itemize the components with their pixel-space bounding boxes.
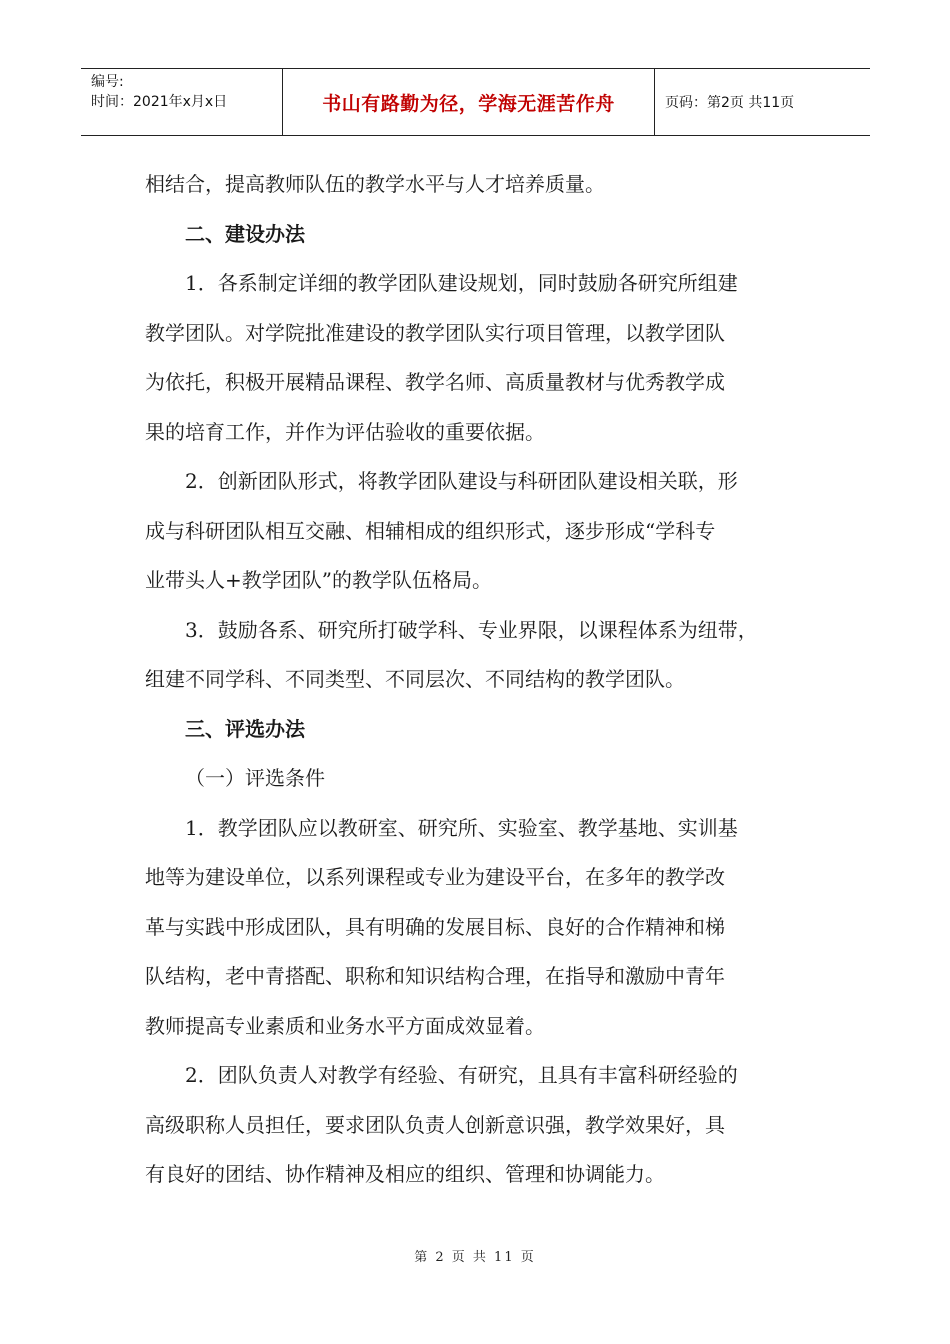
paragraph-line: 地等为建设单位，以系列课程或专业为建设平台，在多年的教学改 — [145, 865, 725, 889]
document-number-label: 编号: — [91, 74, 124, 90]
paragraph-line: 2．团队负责人对教学有经验、有研究，且具有丰富科研经验的 — [185, 1063, 738, 1087]
paragraph-line: 革与实践中形成团队，具有明确的发展目标、良好的合作精神和梯 — [145, 914, 725, 939]
paragraph-line: 高级职称人员担任，要求团队负责人创新意识强，教学效果好，具 — [145, 1112, 725, 1137]
document-time-label: 时间：2021年x月x日 — [91, 94, 228, 110]
page-header — [81, 68, 870, 136]
section-heading: 三、评选办法 — [185, 716, 305, 741]
paragraph-line: 教学团队。对学院批准建设的教学团队实行项目管理，以教学团队 — [145, 320, 725, 345]
header-page-info: 页码：第2页 共11页 — [665, 95, 795, 111]
paragraph-line: 队结构，老中青搭配、职称和知识结构合理，在指导和激励中青年 — [145, 964, 725, 988]
header-motto-cell — [282, 69, 655, 135]
paragraph-line: 2．创新团队形式，将教学团队建设与科研团队建设相关联，形 — [185, 469, 738, 493]
document-body — [145, 160, 805, 1200]
section-heading: 二、建设办法 — [185, 221, 305, 246]
paragraph-line: 有良好的团结、协作精神及相应的组织、管理和协调能力。 — [145, 1162, 665, 1186]
paragraph-line: 成与科研团队相互交融、相辅相成的组织形式，逐步形成“学科专 — [145, 518, 716, 543]
paragraph-line: 1．教学团队应以教研室、研究所、实验室、教学基地、实训基 — [185, 815, 738, 840]
header-page-info-cell — [655, 69, 870, 135]
paragraph-line: 相结合，提高教师队伍的教学水平与人才培养质量。 — [145, 172, 605, 196]
page-footer: 第 2 页 共 11 页 — [414, 1250, 536, 1265]
header-motto: 书山有路勤为径，学海无涯苦作舟 — [322, 92, 615, 115]
paragraph-line: 3．鼓励各系、研究所打破学科、专业界限，以课程体系为纽带， — [185, 617, 758, 642]
paragraph-line: 教师提高专业素质和业务水平方面成效显着。 — [145, 1013, 545, 1038]
paragraph-line: 1．各系制定详细的教学团队建设规划，同时鼓励各研究所组建 — [185, 271, 738, 295]
paragraph-line: （一）评选条件 — [185, 766, 325, 790]
paragraph-line: 为依托，积极开展精品课程、教学名师、高质量教材与优秀教学成 — [145, 370, 725, 394]
paragraph-line: 业带头人+教学团队”的教学队伍格局。 — [145, 568, 492, 592]
paragraph-line: 组建不同学科、不同类型、不同层次、不同结构的教学团队。 — [145, 667, 685, 691]
header-meta — [81, 69, 282, 135]
paragraph-line: 果的培育工作，并作为评估验收的重要依据。 — [145, 419, 545, 444]
